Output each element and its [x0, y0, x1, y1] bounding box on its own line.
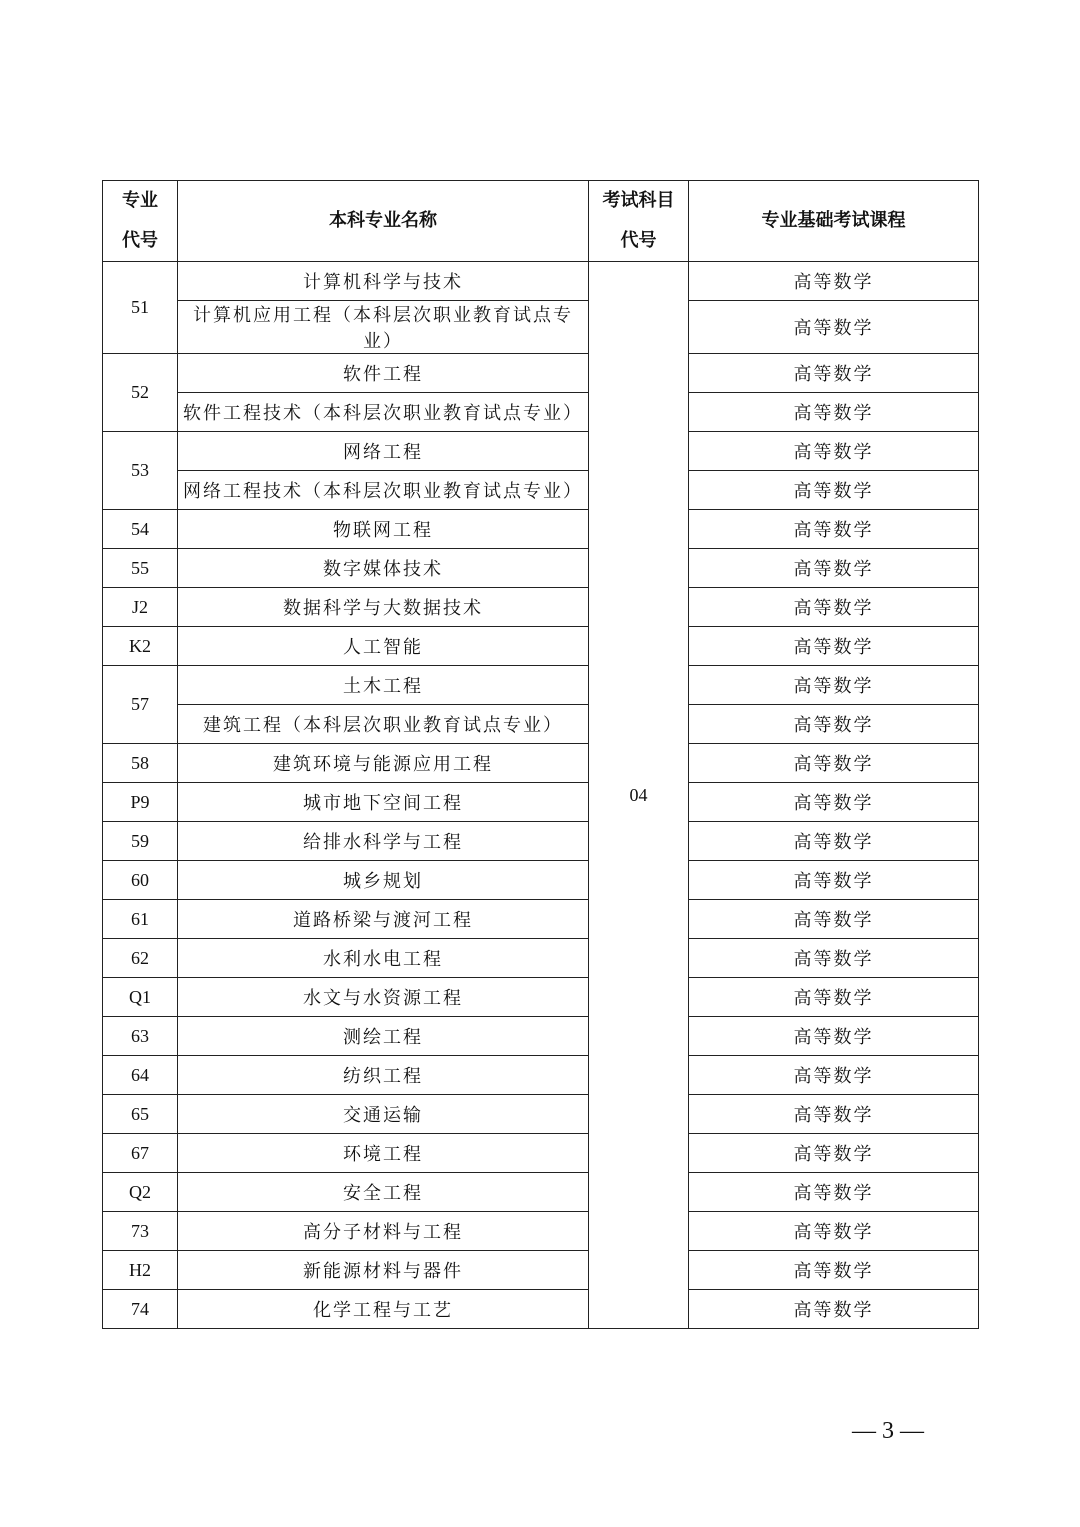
major-name-cell: 数字媒体技术 — [178, 549, 589, 588]
major-name-cell: 城市地下空间工程 — [178, 783, 589, 822]
course-cell: 高等数学 — [689, 1173, 979, 1212]
major-code-cell: J2 — [103, 588, 178, 627]
course-cell: 高等数学 — [689, 471, 979, 510]
major-code-cell: Q2 — [103, 1173, 178, 1212]
course-cell: 高等数学 — [689, 900, 979, 939]
table-row — [103, 301, 979, 354]
table-row — [103, 666, 979, 705]
table-row — [103, 588, 979, 627]
major-name-cell: 水利水电工程 — [178, 939, 589, 978]
header-major-code-line1: 专业 — [122, 190, 158, 211]
header-exam-code-line1: 考试科目 — [602, 190, 675, 211]
major-name-cell: 高分子材料与工程 — [178, 1212, 589, 1251]
course-cell: 高等数学 — [689, 1134, 979, 1173]
course-cell: 高等数学 — [689, 705, 979, 744]
table-row — [103, 393, 979, 432]
table-row — [103, 510, 979, 549]
major-name-cell: 水文与水资源工程 — [178, 978, 589, 1017]
course-cell: 高等数学 — [689, 549, 979, 588]
table-body — [103, 262, 979, 1329]
table-row — [103, 822, 979, 861]
table-row — [103, 783, 979, 822]
table-row — [103, 744, 979, 783]
major-code-cell: 73 — [103, 1212, 178, 1251]
major-code-cell: P9 — [103, 783, 178, 822]
table-row — [103, 1290, 979, 1329]
major-name-cell: 道路桥梁与渡河工程 — [178, 900, 589, 939]
major-code-cell: 61 — [103, 900, 178, 939]
major-exam-table — [102, 180, 979, 1329]
table-row — [103, 432, 979, 471]
table-row — [103, 1056, 979, 1095]
major-code-cell: 52 — [103, 354, 178, 432]
major-name-cell: 软件工程技术（本科层次职业教育试点专业） — [178, 393, 589, 432]
table-row — [103, 1134, 979, 1173]
table-row — [103, 978, 979, 1017]
major-code-cell: K2 — [103, 627, 178, 666]
major-name-cell: 计算机应用工程（本科层次职业教育试点专业） — [178, 301, 589, 354]
table-row — [103, 900, 979, 939]
major-code-cell: 60 — [103, 861, 178, 900]
course-cell: 高等数学 — [689, 354, 979, 393]
table-row — [103, 549, 979, 588]
table-row — [103, 939, 979, 978]
header-course: 专业基础考试课程 — [689, 181, 979, 262]
major-name-cell: 化学工程与工艺 — [178, 1290, 589, 1329]
exam-code-cell: 04 — [589, 262, 689, 1329]
major-code-cell: 55 — [103, 549, 178, 588]
major-name-cell: 安全工程 — [178, 1173, 589, 1212]
course-cell: 高等数学 — [689, 301, 979, 354]
major-code-cell: Q1 — [103, 978, 178, 1017]
page-number: — 3 — — [852, 1418, 924, 1444]
major-name-cell: 计算机科学与技术 — [178, 262, 589, 301]
header-major-code — [103, 181, 178, 262]
course-cell: 高等数学 — [689, 1056, 979, 1095]
table-row — [103, 354, 979, 393]
major-name-cell: 建筑工程（本科层次职业教育试点专业） — [178, 705, 589, 744]
major-name-cell: 网络工程技术（本科层次职业教育试点专业） — [178, 471, 589, 510]
table-row — [103, 471, 979, 510]
major-name-cell: 测绘工程 — [178, 1017, 589, 1056]
major-name-cell: 物联网工程 — [178, 510, 589, 549]
course-cell: 高等数学 — [689, 783, 979, 822]
major-name-cell: 土木工程 — [178, 666, 589, 705]
major-name-cell: 交通运输 — [178, 1095, 589, 1134]
table-row — [103, 705, 979, 744]
course-cell: 高等数学 — [689, 262, 979, 301]
table-row — [103, 1251, 979, 1290]
major-name-cell: 城乡规划 — [178, 861, 589, 900]
major-code-cell: H2 — [103, 1251, 178, 1290]
table-row — [103, 1095, 979, 1134]
major-name-cell: 环境工程 — [178, 1134, 589, 1173]
table-row — [103, 1173, 979, 1212]
course-cell: 高等数学 — [689, 939, 979, 978]
major-code-cell: 57 — [103, 666, 178, 744]
major-name-cell: 软件工程 — [178, 354, 589, 393]
major-name-cell: 数据科学与大数据技术 — [178, 588, 589, 627]
table-row — [103, 262, 979, 301]
course-cell: 高等数学 — [689, 1095, 979, 1134]
major-code-cell: 53 — [103, 432, 178, 510]
major-code-cell: 51 — [103, 262, 178, 354]
course-cell: 高等数学 — [689, 1251, 979, 1290]
course-cell: 高等数学 — [689, 1212, 979, 1251]
major-name-cell: 纺织工程 — [178, 1056, 589, 1095]
major-name-cell: 人工智能 — [178, 627, 589, 666]
major-code-cell: 58 — [103, 744, 178, 783]
table-row — [103, 1212, 979, 1251]
course-cell: 高等数学 — [689, 510, 979, 549]
course-cell: 高等数学 — [689, 1290, 979, 1329]
course-cell: 高等数学 — [689, 861, 979, 900]
table-header-row — [103, 181, 979, 262]
course-cell: 高等数学 — [689, 432, 979, 471]
major-code-cell: 54 — [103, 510, 178, 549]
course-cell: 高等数学 — [689, 627, 979, 666]
table-row — [103, 861, 979, 900]
header-major-name: 本科专业名称 — [178, 181, 589, 262]
course-cell: 高等数学 — [689, 666, 979, 705]
major-name-cell: 建筑环境与能源应用工程 — [178, 744, 589, 783]
course-cell: 高等数学 — [689, 1017, 979, 1056]
major-code-cell: 67 — [103, 1134, 178, 1173]
header-exam-code-line2: 代号 — [620, 230, 657, 251]
course-cell: 高等数学 — [689, 588, 979, 627]
table-row — [103, 1017, 979, 1056]
course-cell: 高等数学 — [689, 744, 979, 783]
major-code-cell: 63 — [103, 1017, 178, 1056]
table-row — [103, 627, 979, 666]
major-name-cell: 新能源材料与器件 — [178, 1251, 589, 1290]
major-name-cell: 给排水科学与工程 — [178, 822, 589, 861]
major-code-cell: 62 — [103, 939, 178, 978]
major-code-cell: 64 — [103, 1056, 178, 1095]
major-code-cell: 59 — [103, 822, 178, 861]
course-cell: 高等数学 — [689, 393, 979, 432]
course-cell: 高等数学 — [689, 822, 979, 861]
header-exam-code — [589, 181, 689, 262]
major-code-cell: 65 — [103, 1095, 178, 1134]
header-major-code-line2: 代号 — [122, 230, 158, 251]
major-name-cell: 网络工程 — [178, 432, 589, 471]
major-code-cell: 74 — [103, 1290, 178, 1329]
course-cell: 高等数学 — [689, 978, 979, 1017]
